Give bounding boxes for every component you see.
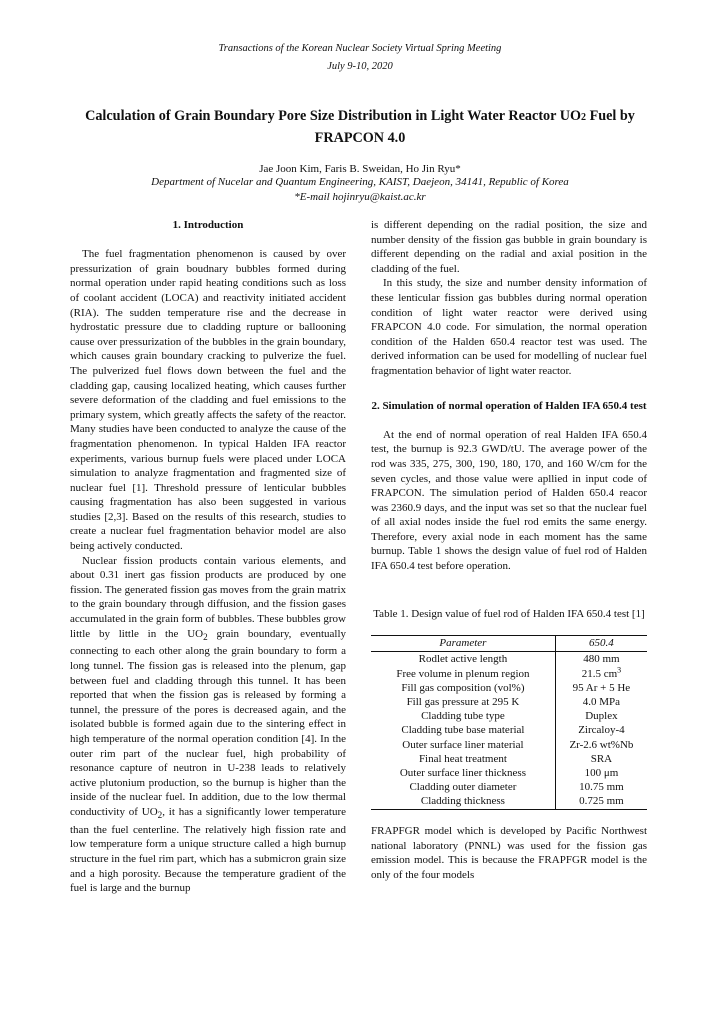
table-row [371, 794, 647, 809]
table-cell: Final heat treatment [418, 752, 507, 765]
design-value-table [371, 635, 647, 809]
author-list: Jae Joon Kim, Faris B. Sweidan, Ho Jin Ryu* [259, 163, 461, 175]
intro-paragraph-3: In this study, the size and number density information of these lenticular fission gas bubbles during normal operation condition of light water reactor were derived using FRAPCON 4.0 code. For simulation, the normal operation condition of the Halden 650.4 reactor test was used. The derived information can be used for modelling of nuclear fuel fragmentation behavior of light water reactor. [371, 277, 647, 377]
table-cell: Cladding thickness [371, 794, 555, 809]
table-header-parameter: Parameter [371, 636, 555, 652]
paper-title: Calculation of Grain Boundary Pore Size Distribution in Light Water Reactor UO2 Fuel by FRAPCON 4.0 [85, 108, 635, 146]
right-column [371, 218, 647, 883]
table-caption: Table 1. Design value of fuel rod of Halden IFA 650.4 test [1] [373, 607, 645, 620]
left-column [70, 218, 346, 896]
table-cell: Zircaloy-4 [555, 723, 647, 737]
table-cell: Free volume in plenum region [396, 667, 530, 680]
table-cell: 21.5 $cm^3$ [555, 667, 647, 681]
simulation-paragraph-1: At the end of normal operation of real Halden IFA 650.4 test, the burnup is 92.3 GWD/tU. The average power of the rod was 335, 275, 300, 190, 180, 170, and 160 W/cm for the seven cycles, and those value were apllied in input code of FRAPCON. The simulation period of Halden 650.4 reacor was 2360.9 days, and the input was set so that the nuclear fuel of all axial nodes inside the fuel rod emits the same energy. Therefore, every axial node in each moment has the same burnup. Table 1 shows the design value of fuel rod of Halden IFA 650.4 test before operation. [371, 428, 647, 573]
table-header-row [371, 636, 647, 652]
conference-date: July 9-10, 2020 [327, 61, 393, 72]
table-row [371, 709, 647, 723]
table-row [371, 652, 647, 667]
table-cell: 100 μm [555, 766, 647, 780]
affiliation: Department of Nucelar and Quantum Engineering, KAIST, Daejeon, 34141, Republic of Korea [151, 176, 569, 188]
conference-name: Transactions of the Korean Nuclear Society Virtual Spring Meeting [218, 43, 502, 54]
table-cell: 10.75 mm [555, 780, 647, 794]
table-cell: Outer surface liner material [402, 738, 524, 751]
section-heading-simulation: 2. Simulation of normal operation of Halden IFA 650.4 test [371, 399, 647, 412]
intro-paragraph-continued: is different depending on the radial position, the size and number density of the fission gas bubble in grain boundary is different depending on the radial and axial position in the cladding of the fuel. [371, 219, 647, 275]
table-cell: Cladding outer diameter [409, 781, 517, 794]
table-cell: Cladding tube type [421, 710, 505, 723]
table-cell: 95 Ar + 5 He [555, 681, 647, 695]
table-cell: Fill gas composition (vol%) [401, 681, 525, 694]
table-cell: Fill gas pressure at 295 K [406, 696, 520, 709]
intro-paragraph-1: The fuel fragmentation phenomenon is caused by over pressurization of grain boudnary bubbles formed during normal operation under rapid heating conditions such as loss of coolant accident (LOCA) and reactivity initiated accident (RIA). The sudden temperature rise and the decrease in hydrostatic pressure due to cladding rupture or ballooning cause over pressurization of the bubbles in the grain boundary, which causes grain boundary cracking to pulverize the fuel. The pulverized fuel flows down between the fuel and the cladding gap, causing localized heating, which causes further severe deformation of the cladding and fuel emissions to the primary system, which greatly affects the safety of the reactor. Many studies have been conducted to analyze the cause of the fragmentation phenomenon. In typical Halden IFA reactor experiments, various burnup fuels were placed under LOCA simulation to analyze fragmentation and fragmented size of nuclear fuel [1]. Threshold pressure of lenticular bubbles causing fragmentation has also been suggested in various studies [2,3]. Based on the results of this research, studies to create a nuclear fuel fragmentation behavior model are also being actively conducted. [70, 248, 346, 553]
section-heading-introduction: 1. Introduction [172, 219, 244, 231]
table-cell: Rodlet active length [418, 653, 508, 666]
table-cell: Cladding tube base material [401, 724, 525, 737]
table-cell: 480 mm [555, 652, 647, 667]
contact-email: *E-mail hojinryu@kaist.ac.kr [294, 191, 426, 203]
table-cell: Zr-2.6 wt%Nb [555, 738, 647, 752]
table-cell: 4.0 MPa [555, 695, 647, 709]
post-table-paragraph: FRAPFGR model which is developed by Pacific Northwest national laboratory (PNNL) was used for the fission gas emission model. This is because the FRAPFGR model is the only of the four models [371, 825, 647, 882]
table-row [371, 723, 647, 737]
table-row [371, 667, 647, 681]
intro-paragraph-2: Nuclear fission products contain various elements, and about 0.31 inert gas fission products are produced by one fission. The generated fission gas moves from the grain matrix to the grain boundary through diffusion, and the fission gases accumulated in the grain form of bubbles. These bubbles grow little by little in the $UO_2$ grain boundary, eventually connecting to each other along the grain boundary to form a long tunnel. The fission gas is released into the plenum, gap between fuel and cladding through this tunnel. It has been reported that when the fission gas is released by forming a tunnel, the pressure of the pores is decreased again, and the isolated bubble is formed again due to the sintering effect in high temperature of the normal operation condition [4]. In the outer rim part of the nuclear fuel, high probability of resonance capture of neutron in U-238 leads to relatively active plutonium production, so the burnup is higher than the inside of the nuclear fuel. In addition, due to the low thermal conductivity of $UO_2$, it has a significantly lower temperature than the fuel centerline. The relatively high fission rate and low temperature form a unique structure called a high burnup structure in the fuel rim part, which has a submicron grain size and a high porosity. Because the temperature gradient of the fuel is large and the burnup [70, 554, 347, 895]
table-row [371, 766, 647, 780]
table-row [371, 738, 647, 752]
table-cell: Outer surface liner thickness [399, 767, 526, 780]
table-row [371, 752, 647, 766]
table-cell: 0.725 mm [555, 794, 647, 809]
table-cell: SRA [555, 752, 647, 766]
table-row [371, 695, 647, 709]
table-row [371, 780, 647, 794]
table-cell: Duplex [555, 709, 647, 723]
table-header-value: 650.4 [555, 636, 647, 652]
table-row [371, 681, 647, 695]
